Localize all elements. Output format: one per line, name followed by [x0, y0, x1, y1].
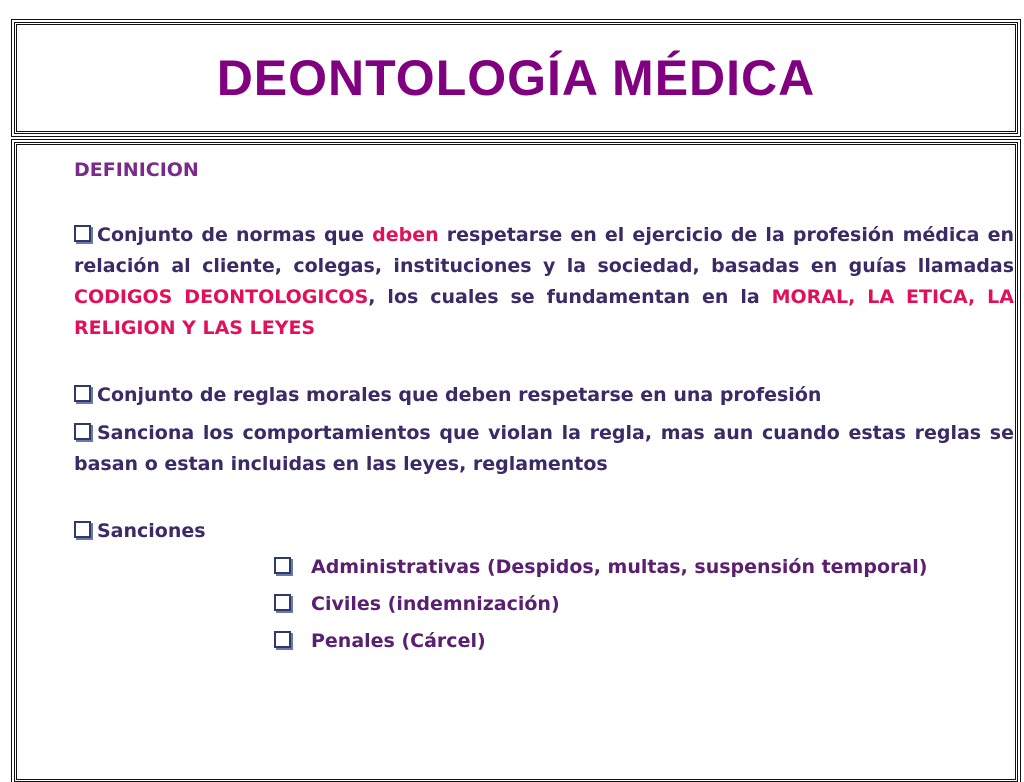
paragraph-definition-3 [74, 418, 1014, 480]
sanciones-heading [74, 516, 1014, 547]
definition-heading: DEFINICION [74, 159, 199, 181]
title-box [14, 22, 1018, 134]
slide-content [74, 155, 1014, 660]
paragraph-text: respetarse en el ejercicio de la profesión médica en relación al cliente, colegas, instituciones y la sociedad, basadas en guías llamadas [74, 224, 1015, 277]
highlight-moral: MORAL, LA ETICA, LA RELIGION Y LAS LEYES [74, 286, 1014, 339]
paragraph-text: Sanciona los comportamientos que violan la regla, mas aun cuando estas reglas se basan o estan incluidas en las leyes, reglamentos [74, 422, 1014, 475]
checkbox-bullet-icon [274, 557, 291, 574]
checkbox-bullet-icon [74, 385, 91, 402]
paragraph-definition-2 [74, 380, 1014, 411]
checkbox-bullet-icon [74, 423, 91, 440]
slide-title: DEONTOLOGÍA MÉDICA [216, 50, 816, 106]
highlight-codigos: CODIGOS DEONTOLOGICOS [74, 286, 369, 308]
paragraph-text: Conjunto de reglas morales que deben respetarse en una profesión [97, 384, 822, 406]
sanciones-list [74, 549, 1014, 660]
list-item-text: Administrativas (Despidos, multas, suspensión temporal) [311, 556, 928, 578]
checkbox-bullet-icon [274, 631, 291, 648]
list-item [274, 549, 1014, 586]
highlight-deben: deben [372, 224, 439, 246]
list-item [274, 623, 1014, 660]
list-item [274, 586, 1014, 623]
sanciones-label: Sanciones [97, 520, 206, 542]
paragraph-text: Conjunto de normas que [97, 224, 373, 246]
list-item-text: Penales (Cárcel) [311, 630, 486, 652]
paragraph-definition-1 [74, 220, 1014, 344]
checkbox-bullet-icon [74, 225, 91, 242]
list-item-text: Civiles (indemnización) [311, 593, 560, 615]
checkbox-bullet-icon [74, 521, 91, 538]
paragraph-text: , los cuales se fundamentan en la [368, 286, 772, 308]
content-box [14, 142, 1018, 782]
checkbox-bullet-icon [274, 594, 291, 611]
